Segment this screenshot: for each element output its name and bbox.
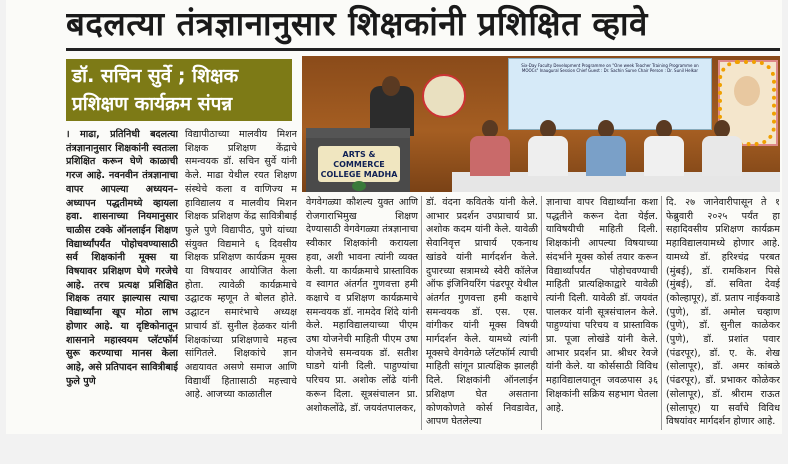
dignitary-4 [644, 136, 684, 176]
headline-rule [66, 48, 780, 51]
podium [306, 128, 410, 192]
headline: बदलत्या तंत्रज्ञानानुसार शिक्षकांनी प्रशिक्षित व्हावे [66, 4, 648, 43]
dignitary-2 [528, 136, 568, 176]
dignitary-3 [586, 136, 626, 176]
college-wall-logo [422, 74, 466, 118]
column-3-text: वेगवेगळ्या कौशल्य युक्त आणि रोजगाराभिमुख शिक्षण देण्यासाठी वेगवेगळ्या तंत्रज्ञानाचा स्वीकार शिक्षकांनी करायला हवा, अशी भावना त्यांनी व्यक्त केली. या कार्यक्रमाचे प्रास्ताविक व स्वागत अंतर्गत गुणवत्ता हमी कक्षाचे व प्रशिक्षण कार्यक्रमाचे समन्वयक डॉ. नामदेव शिंदे यांनी केले. महाविद्यालयाच्या पीएम उषा योजनेची माहिती पीएम उषा योजनेचे समन्वयक डॉ. सतीश घाडगे यांनी दिली. पाहुण्यांचा परिचय प्रा. अशोक लोंढे यांनी करून दिला. सूत्रसंचालन प्रा. अशोकलोंढे, डॉ. जयवंतपालकर, [306, 197, 418, 414]
column-6-text: दि. २७ जानेवारीपासून ते १ फेब्रुवारी २०२५ पर्यंत हा सहादिवसीय प्रशिक्षण कार्यक्रम महाविद्यालयामध्ये होणार आहे. यामध्ये डॉ. हरिश्चंद्र परबत (मुंबई), डॉ. रामकिशन पिसे (मुंबई), डॉ. सविता देवई (कोल्हापूर), डॉ. प्रताप नाईकवाडे (पुणे), डॉ. अमोल चव्हाण (पुणे), डॉ. सुनील काळेकर (पुणे), डॉ. प्रशांत पवार (पंढरपूर), डॉ. ए. के. शेख (सोलापूर), डॉ. अमर कांबळे (पंढरपूर), डॉ. प्रभाकर कोळेकर (सोलापूर), डॉ. श्रीराम राऊत (सोलापूर) या सर्वांचे विविध विषयांवर मार्गदर्शन होणार आहे. [666, 197, 780, 428]
subheadline-box: डॉ. सचिन सुर्वे ; शिक्षक प्रशिक्षण कार्यक्रम संपन्न [66, 59, 292, 121]
article-column-4 [426, 196, 538, 432]
column-divider [421, 196, 422, 430]
article-column-1 [66, 128, 178, 432]
podium-top [306, 128, 410, 138]
page-bottom-margin [0, 436, 788, 464]
article-column-3 [306, 196, 418, 432]
article-column-5 [546, 196, 658, 432]
podium-sign-text: ARTS & COMMERCE COLLEGE MADHA [320, 150, 398, 179]
column-divider [661, 196, 662, 430]
dignitary-1 [470, 136, 510, 176]
podium-sign [318, 146, 400, 182]
column-1-text: । माढा, प्रतिनिधी बदलत्या तंत्रज्ञानानुसार शिक्षकांनी स्वतःला प्रशिक्षित करून घेणे काळाची गरज आहे. नवनवीन तंत्रज्ञानाचा वापर आपल्या अध्ययन– अध्यापन पद्धतीमध्ये व्हायला हवा. शासनाच्या नियमानुसार चाळीस टक्के ऑनलाईन शिक्षण विद्यार्थ्यांपर्यंत पोहोचवण्यासाठी सर्व शिक्षकांनी मूक्स या विषयावर प्रशिक्षण घेणे गरजेचे आहे. तरच प्रत्यक्ष प्रशिक्षित शिक्षक तयार झाल्यास त्याचा विद्यार्थ्यांना खूप मोठा लाभ होणार आहे. या दृष्टिकोनातून शासनाने महास्वयम प्लॅटफॉर्म सुरू करण्याचा मानस केला आहे, असे प्रतिपादन सावित्रीबाई फुले पुणे [66, 129, 178, 387]
banner-text: Six-Day Faculty Development Programme on "One week Teacher Training Programme on MOOCs" Inaugural Session Chief Guest : Dr. Sachin Surve Chair Person : Dr. Sunil Helkar [521, 63, 699, 73]
article-column-6 [666, 196, 780, 432]
podium-emblem [352, 181, 366, 191]
event-photo [302, 56, 780, 192]
dignitary-5 [702, 136, 742, 176]
speaker-head [382, 76, 400, 96]
programme-banner [508, 58, 712, 130]
column-2-text: विद्यापीठाच्या मालवीय मिशन शिक्षक प्रशिक्षण केंद्राचे समन्वयक डॉ. सचिन सुर्वे यांनी केले. माढा येथील रयत शिक्षण संस्थेचे कला व वाणिज्य म हाविद्यालय व मालवीय मिशन शिक्षक प्रशिक्षण केंद्र सावित्रीबाई फुले पुणे विद्यापीठ, पुणे यांच्या संयुक्त विद्यमाने ६ दिवसीय शिक्षक प्रशिक्षण कार्यक्रम मूक्स या विषयावर आयोजित केला होता. त्यावेळी कार्यक्रमाचे उद्घाटक म्हणून ते बोलत होते. उद्घाटन समारंभाचे अध्यक्ष प्राचार्य डॉ. सुनील हेळकर यांनी शिक्षकांच्या प्रशिक्षणाचे महत्त्व सांगितले. शिक्षकांचे ज्ञान अद्ययावत असणे समाज आणि विद्यार्थी हिताासाठी महत्त्वाचे आहे. आजच्या काळातील [185, 129, 297, 401]
column-divider [541, 196, 542, 430]
column-4-text: डॉ. वंदना कवितके यांनी केले. आभार प्रदर्शन उपप्राचार्य प्रा. अशोक कदम यांनी केले. यावेळी सेवानिवृत्त प्राचार्य एकनाथ खांडवे यांनी मार्गदर्शन केले. दुपारच्या सत्रामध्ये स्वेरी कॉलेज ऑफ इंजिनियरिंग पंढरपूर येथील अंतर्गत गुणवत्ता हमी कक्षाचे समन्वयक डॉ. एस. एस. वांगीकर यांनी मूक्स विषयी मार्गदर्शन केले. यामध्ये त्यांनी मूक्सचे वेगवेगळे प्लॅटफॉर्म त्याची माहिती सांगून प्रात्यक्षिक झालही दिले. शिक्षकांनी ऑनलाईन प्रशिक्षण घेत असताना कोणकोणते कोर्स निवडावेत, आपण घेतलेल्या [426, 197, 538, 428]
article-column-2 [185, 128, 297, 432]
column-5-text: ज्ञानाचा वापर विद्यार्थ्यांना कशा पद्धतीने करून देता येईल. याविषयीची माहिती दिली. शिक्षकांनी आपल्या विषयाच्या संदर्भाने मूक्स कोर्स तयार करून विद्यार्थ्यांपर्यंत पोहोचवण्याची माहिती प्रात्यक्षिकाद्वारे यावेळी त्यांनी दिली. यावेळी डॉ. जयवंत पालकर यांनी सूत्रसंचालन केले. पाहुण्यांचा परिचय व प्रास्ताविक प्रा. पूजा लोखंडे यांनी केले. आभार प्रदर्शन प्रा. श्रीधर रेवजे यांनी केले. या कोर्ससाठी विविध महाविद्यालयातून जवळपास ३६ शिक्षकांनी सक्रिय सहभाग घेतला आहे. [546, 197, 658, 414]
